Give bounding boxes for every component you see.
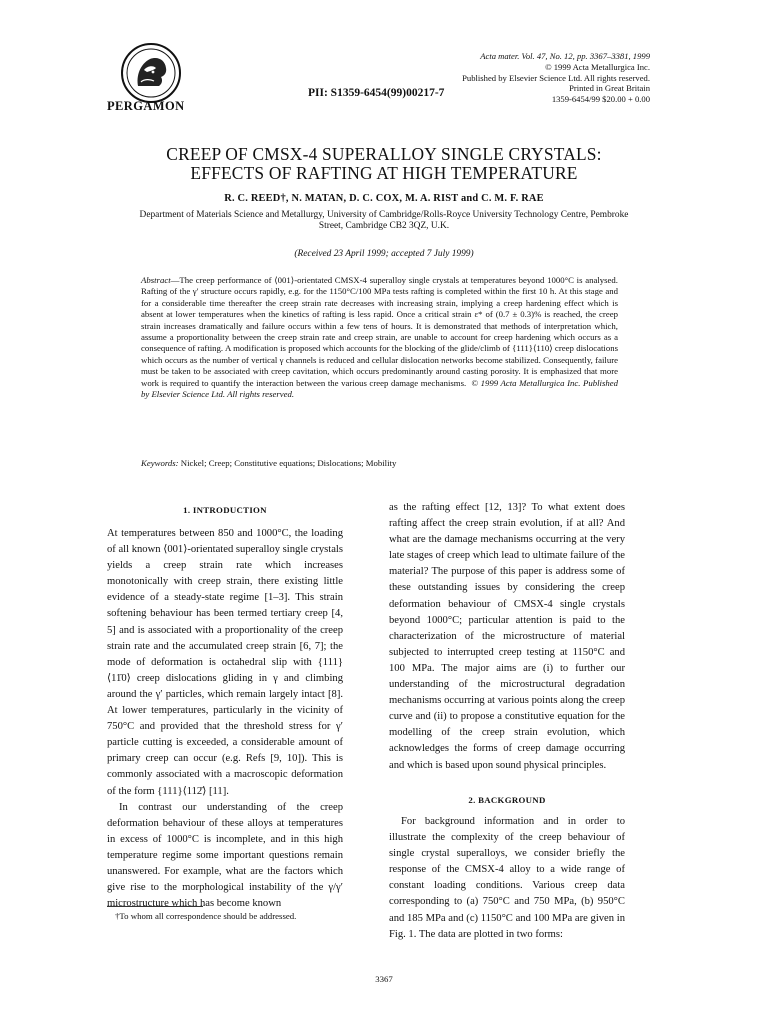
background-paragraph-1: For background information and in order to illustrate the complexity of the creep behaviour of single crystal superalloys, we consider briefly the response of the CMSX-4 alloy to a wide range of constant loading conditions. Various creep data corresponding to (a) 750°C and 750 MPa, (b) 950°C and 185 MPa and (c) 1150°C and 100 MPa are given in Fig. 1. The data are plotted in two forms:	[389, 816, 625, 940]
paper-title-line-2: EFFECTS OF RAFTING AT HIGH TEMPERATURE	[190, 163, 578, 183]
section-heading-background: 2. BACKGROUND	[468, 795, 546, 805]
footnote: †To whom all correspondence should be addressed.	[115, 911, 297, 921]
affiliation: Department of Materials Science and Metallurgy, University of Cambridge/Rolls-Royce University Technology Centre, Pembroke Street, Cambridge CB2 3QZ, U.K.	[139, 210, 629, 232]
journal-citation: Acta mater. Vol. 47, No. 12, pp. 3367–3381, 1999	[480, 51, 650, 61]
keywords-text: Nickel; Creep; Constitutive equations; Dislocations; Mobility	[180, 458, 397, 468]
pii: PII: S1359-6454(99)00217-7	[308, 87, 445, 99]
page-number: 3367	[375, 974, 393, 984]
column-right-bottom	[389, 814, 625, 943]
keywords	[141, 458, 618, 468]
column-left	[107, 526, 343, 912]
intro-paragraph-2: In contrast our understanding of the creep deformation behaviour of these alloys at temperatures in excess of 1000°C is incomplete, and in this high temperature regime some important questions remain unanswered. For example, what are the factors which give rise to the morphological instability of the γ/γ′ microstructure which has become known	[107, 801, 343, 910]
abstract-text: —The creep performance of ⟨001⟩-orientated CMSX-4 superalloy single crystals at temperatures beyond 1000°C is analysed. Rafting of the γ′ structure occurs rapidly, e.g. for the 1150°C/100 MPa tests rafting is completed within the first 10 h. At this stage and for a considerable time thereafter the creep strain rate decreases with increasing strain, implying a creep hardening effect which is absent at lower temperatures when the kinetics of rafting is less rapid. Once a critical strain ε* of (0.7 ± 0.3)% is reached, the creep strain increases dramatically and failure occurs within a few tens of hours. It is demonstrated that methods of interpretation which, assume a proportionality between the creep strain rate and creep strain, are unable to account for creep hardening which occurs as a consequence of rafting. A modification is proposed which accounts for the blocking of the glide/climb of {111}⟨110⟩ creep dislocations which occurs as the number of vertical γ channels is reduced and cellular dislocation networks become stabilized. Consequently, failure must be taken to be associated with creep cavitation, which occurs predominantly around casting porosity. It is emphasized that more work is required to quantify the interaction between the various creep damage mechanisms.	[141, 275, 618, 388]
column-right-top	[389, 500, 625, 774]
abstract-copyright: © 1999 Acta Metallurgica Inc. Published by Elsevier Science Ltd. All rights reserved.	[141, 377, 618, 400]
authors: R. C. REED†, N. MATAN, D. C. COX, M. A. RIST and C. M. F. RAE	[224, 193, 544, 204]
intro-paragraph-2-continued: as the rafting effect [12, 13]? To what extent does rafting affect the creep strain evolution, if at all? And what are the damage mechanisms occurring at the very late stages of creep which lead to ultimate failure of the material? The purpose of this paper is address some of these outstanding issues by considering the creep deformation behaviour of CMSX-4 single crystals beyond 1000°C; particular attention is paid to the characterization of the microstructure of material subjected to interrupted creep testing at 1150°C and 100 MPa. The major aims are (i) to further our understanding of the microstructural degradation mechanisms occurring at various points along the creep curve and (ii) to propose a constitutive equation for the modelling of the creep strain evolution, which acknowledges the forms of creep damage occurring and which is based upon sound physical principles.	[389, 502, 625, 771]
publisher-name: PERGAMON	[107, 99, 185, 113]
keywords-label: Keywords:	[141, 458, 179, 468]
abstract	[141, 275, 618, 400]
paper-title-line-1: CREEP OF CMSX-4 SUPERALLOY SINGLE CRYSTALS:	[166, 144, 602, 164]
journal-issn-price: 1359-6454/99 $20.00 + 0.00	[551, 94, 650, 105]
section-heading-introduction: 1. INTRODUCTION	[183, 505, 267, 515]
journal-publisher: Published by Elsevier Science Ltd. All rights reserved.	[462, 72, 650, 83]
received-dates: (Received 23 April 1999; accepted 7 July 1999)	[294, 249, 474, 259]
footnote-rule	[107, 906, 203, 907]
journal-info	[310, 51, 650, 105]
journal-printed: Printed in Great Britain	[569, 83, 650, 94]
intro-paragraph-1: At temperatures between 850 and 1000°C, the loading of all known ⟨001⟩-orientated superalloy single crystals yields a creep strain rate which increases monotonically with creep strain, there existing little evidence of a steady-state regime [1–3]. This strain softening behaviour has been termed tertiary creep [4, 5] and is associated with a proportionality of the creep strain rate and the accumulated creep strain [6, 7]; the mode of deformation is octahedral slip with {111}⟨11̄0⟩ creep dislocations gliding in γ and climbing around the γ′ particles, which remain largely intact [8]. At lower temperatures, particularly in the vicinity of 750°C and provided that the threshold stress for γ′ particle cutting is exceeded, a considerable amount of primary creep can occur (e.g. Refs [9, 10]). This is commonly associated with a macroscopic deformation of the form {111}⟨112̄⟩ [11].	[107, 528, 343, 797]
journal-copyright: © 1999 Acta Metallurgica Inc.	[545, 61, 650, 72]
pergamon-logo	[120, 42, 182, 104]
abstract-label: Abstract	[141, 275, 171, 285]
paper-title	[0, 145, 768, 183]
